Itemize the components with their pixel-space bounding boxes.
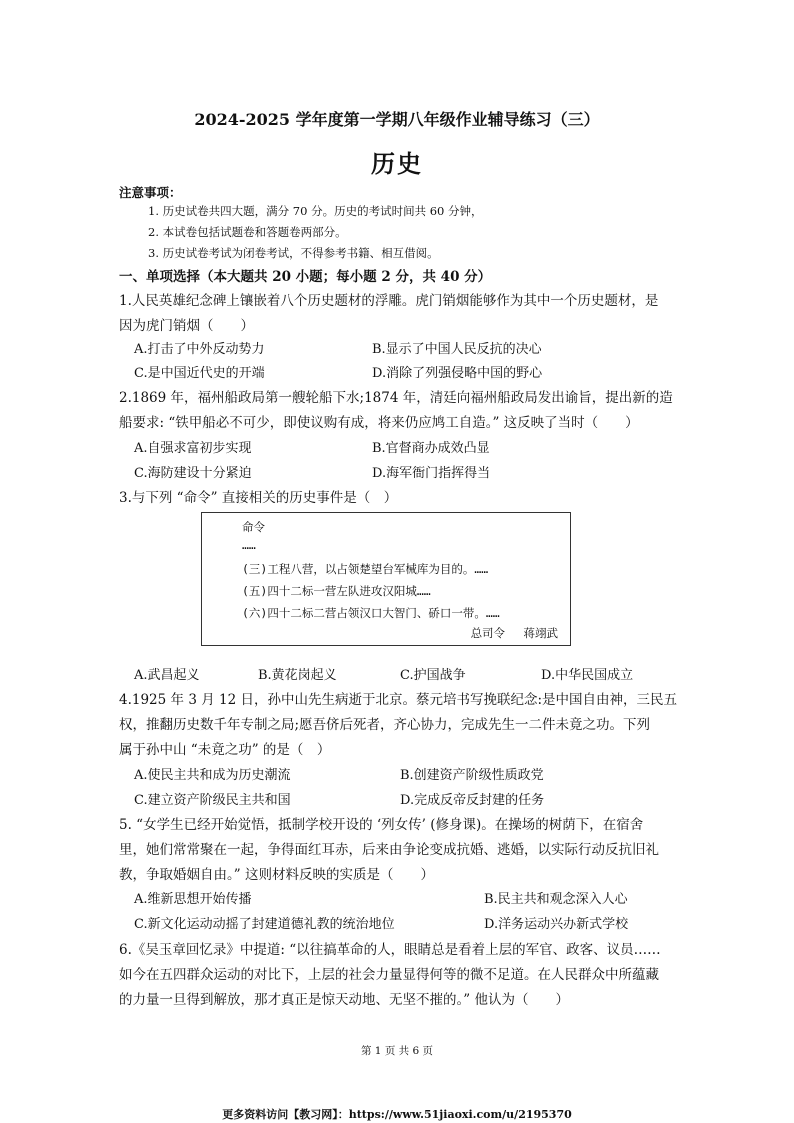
question-3-line: 3.与下列 “命令” 直接相关的历史事件是（ ） xyxy=(119,490,398,506)
question-3-option-a: A.武昌起义 xyxy=(134,668,200,683)
subject-title: 历史 xyxy=(371,149,423,178)
question-2-option-c: C.海防建设十分紧迫 xyxy=(134,466,252,481)
notice-item: 1. 历史试卷共四大题，满分 70 分。历史的考试时间共 60 分钟， xyxy=(148,204,483,218)
question-5-line: 教，争取婚姻自由。” 这则材料反映的实质是（ ） xyxy=(119,867,434,883)
resource-link[interactable]: 更多资料访问【教习网】：https://www.51jiaoxi.com/u/2195370 xyxy=(222,1108,572,1121)
question-1-option-c: C.是中国近代史的开端 xyxy=(134,366,265,381)
question-2-option-a: A.自强求富初步实现 xyxy=(134,441,252,456)
command-line: (五)四十二标一营左队进攻汉阳城…… xyxy=(242,584,431,598)
question-6-line: 的力量一旦得到解放，那才真正是惊天动地、无坚不摧的。” 他认为（ ） xyxy=(119,992,569,1008)
question-6-line: 6.《吴玉章回忆录》中提道: “以往搞革命的人，眼睛总是看着上层的军官、政客、议员…… xyxy=(119,942,661,958)
question-5-line: 5. “女学生已经开始觉悟，抵制学校开设的 ‘列女传’ (修身课)。在操场的树荫下，在宿舍 xyxy=(119,817,644,833)
question-5-option-d: D.洋务运动兴办新式学校 xyxy=(484,917,629,932)
question-2-option-d: D.海军衙门指挥得当 xyxy=(372,466,491,481)
section-heading: 一、单项选择（本大题共 20 小题；每小题 2 分，共 40 分） xyxy=(119,269,492,285)
command-heading: 命令 xyxy=(242,520,265,534)
question-5-option-b: B.民主共和观念深入人心 xyxy=(484,892,628,907)
command-line: (三)工程八营，以占领楚望台军械库为目的。…… xyxy=(242,562,489,576)
command-document-box xyxy=(201,512,571,646)
question-2-option-b: B.官督商办成效凸显 xyxy=(372,441,490,456)
notice-item: 2. 本试卷包括试题卷和答题卷两部分。 xyxy=(148,225,347,239)
exam-title: 2024-2025 学年度第一学期八年级作业辅导练习（三） xyxy=(194,110,600,129)
question-4-option-c: C.建立资产阶级民主共和国 xyxy=(134,793,291,808)
question-1-option-d: D.消除了列强侵略中国的野心 xyxy=(372,366,543,381)
command-ellipsis: …… xyxy=(242,538,256,552)
question-1-line: 因为虎门销烟（ ） xyxy=(119,318,254,334)
question-3-option-b: B.黄花岗起义 xyxy=(258,668,337,683)
question-5-line: 里，她们常常聚在一起，争得面红耳赤，后来由争论变成抗婚、逃婚，以实际行动反抗旧礼 xyxy=(119,842,659,858)
notice-heading: 注意事项： xyxy=(119,185,182,200)
question-2-line: 船要求: “铁甲船必不可少，即使议购有成，将来仍应鸠工自造。” 这反映了当时（ ） xyxy=(119,415,639,431)
command-signature: 总司令 蒋翊武 xyxy=(470,626,558,640)
question-6-line: 如今在五四群众运动的对比下，上层的社会力量显得何等的微不足道。在人民群众中所蕴藏 xyxy=(119,967,659,983)
question-5-option-c: C.新文化运动动摇了封建道德礼教的统治地位 xyxy=(134,917,395,932)
question-4-line: 4.1925 年 3 月 12 日，孙中山先生病逝于北京。蔡元培书写挽联纪念:是中国自由神，三民五 xyxy=(119,692,678,708)
question-1-line: 1.人民英雄纪念碑上镶嵌着八个历史题材的浮雕。虎门销烟能够作为其中一个历史题材，是 xyxy=(119,293,659,309)
question-3-option-d: D.中华民国成立 xyxy=(541,668,634,683)
question-1-option-b: B.显示了中国人民反抗的决心 xyxy=(372,342,542,357)
command-line: (六)四十二标二营占领汉口大智门、硚口一带。…… xyxy=(242,606,500,620)
page-number: 第 1 页 共 6 页 xyxy=(360,1045,434,1057)
question-3-option-c: C.护国战争 xyxy=(400,668,466,683)
question-4-line: 属于孙中山 “未竟之功” 的是（ ） xyxy=(119,742,331,758)
question-5-option-a: A.维新思想开始传播 xyxy=(134,892,252,907)
question-4-line: 权，推翻历史数千年专制之局;愿吾侪后死者，齐心协力，完成先生一二件未竟之功。下列 xyxy=(119,717,651,733)
question-2-line: 2.1869 年，福州船政局第一艘轮船下水;1874 年，清廷向福州船政局发出谕旨，提出新的造 xyxy=(119,390,673,406)
question-4-option-b: B.创建资产阶级性质政党 xyxy=(400,768,544,783)
question-1-option-a: A.打击了中外反动势力 xyxy=(134,342,265,357)
question-4-option-a: A.使民主共和成为历史潮流 xyxy=(134,768,291,783)
question-4-option-d: D.完成反帝反封建的任务 xyxy=(400,793,545,808)
notice-item: 3. 历史试卷考试为闭卷考试，不得参考书籍、相互借阅。 xyxy=(148,246,439,260)
